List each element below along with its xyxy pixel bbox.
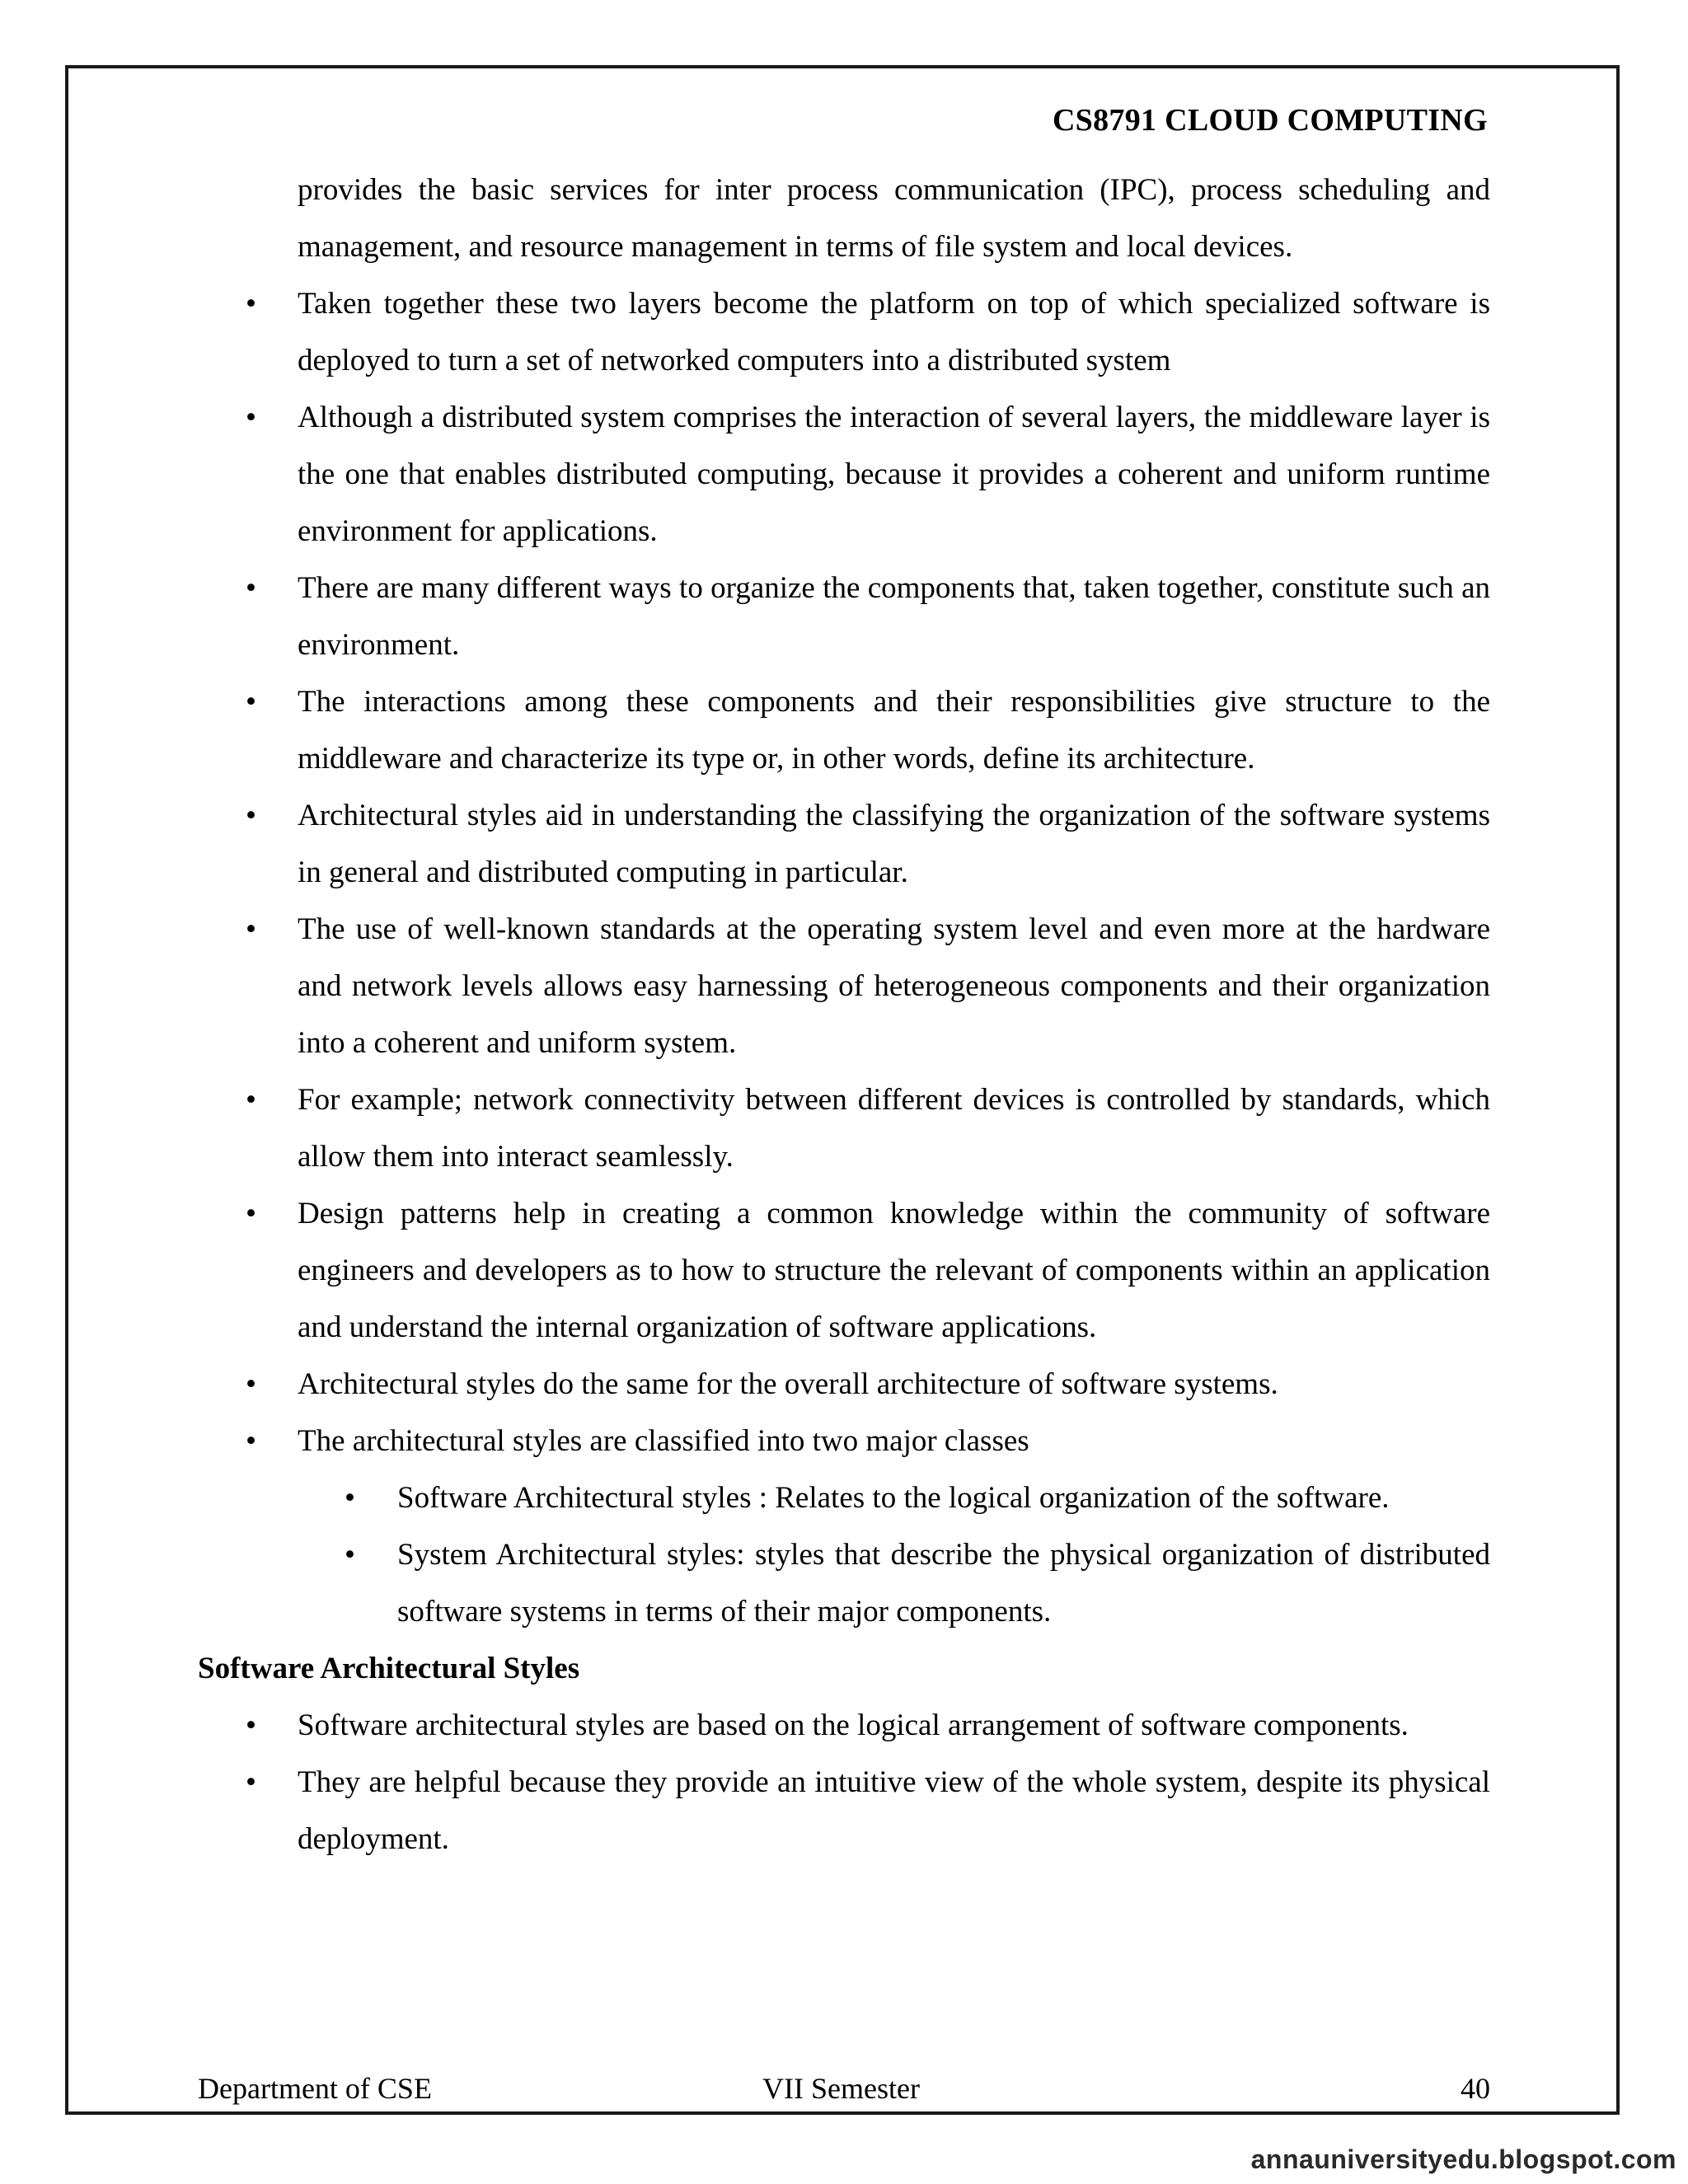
list-item: [198, 787, 1490, 901]
list-item-text: Taken together these two layers become the platform on top of which specialized software is deployed to turn a set of networked computers into a distributed system: [298, 287, 1490, 377]
list-item: [198, 673, 1490, 787]
list-item: [198, 901, 1490, 1071]
bullet-icon: •: [246, 571, 256, 605]
bullet-icon: •: [246, 1367, 256, 1401]
list-item-text: Design patterns help in creating a common knowledge within the community of software engineers and developers as to how to structure the relevant of components within an application and understand the internal organization of software applications.: [298, 1197, 1490, 1344]
sub-list-item-text: System Architectural styles: styles that describe the physical organization of distributed software systems in terms of their major components.: [397, 1538, 1490, 1629]
list-item-text: Software architectural styles are based on the logical arrangement of software components.: [298, 1708, 1409, 1742]
bullet-icon: •: [246, 1424, 256, 1458]
list-item-text: For example; network connectivity between different devices is controlled by standards, which allow them into interact seamlessly.: [298, 1083, 1490, 1174]
list-item: [198, 560, 1490, 673]
list-item: [198, 1754, 1490, 1868]
list-item-text: Architectural styles do the same for the overall architecture of software systems.: [298, 1367, 1278, 1401]
sub-bullet-list: [198, 1469, 1490, 1640]
list-item-text: The architectural styles are classified into two major classes: [298, 1424, 1029, 1458]
bullet-icon: •: [246, 1708, 256, 1742]
bullet-icon: •: [345, 1538, 355, 1572]
list-item: [198, 1413, 1490, 1469]
sub-list-item: [198, 1469, 1490, 1526]
bullet-icon: •: [246, 287, 256, 321]
list-item: [198, 275, 1490, 389]
document-body: [198, 162, 1490, 1868]
footer-department: Department of CSE: [198, 2072, 432, 2105]
list-item-text: There are many different ways to organize the components that, taken together, constitute such an environment.: [298, 571, 1490, 662]
intro-paragraph: provides the basic services for inter process communication (IPC), process scheduling and management, and resource management in terms of file system and local devices.: [298, 173, 1490, 264]
list-item: [198, 1185, 1490, 1356]
sub-list-item-text: Software Architectural styles : Relates to the logical organization of the software.: [397, 1481, 1390, 1515]
list-item: [198, 1356, 1490, 1413]
bullet-icon: •: [345, 1481, 355, 1515]
bullet-icon: •: [246, 1197, 256, 1230]
footer-page-number: 40: [1461, 2072, 1490, 2105]
main-bullet-list: [198, 275, 1490, 1469]
list-item-text: The use of well-known standards at the operating system level and even more at the hardware and network levels allows easy harnessing of heterogeneous components and their organization into a coherent and uniform system.: [298, 912, 1490, 1060]
list-item: [198, 1697, 1490, 1754]
bullet-icon: •: [246, 1083, 256, 1117]
list-item: [198, 1071, 1490, 1185]
page-header-title: CS8791 CLOUD COMPUTING: [1052, 103, 1488, 138]
section-heading: Software Architectural Styles: [198, 1652, 580, 1685]
list-item: [198, 389, 1490, 560]
bullet-icon: •: [246, 1765, 256, 1799]
list-item-text: They are helpful because they provide an intuitive view of the whole system, despite its physical deployment.: [298, 1765, 1490, 1856]
bullet-icon: •: [246, 401, 256, 434]
bullet-icon: •: [246, 685, 256, 719]
bullet-icon: •: [246, 799, 256, 832]
sub-list-item: [198, 1526, 1490, 1640]
list-item-text: Architectural styles aid in understanding the classifying the organization of the software systems in general and distributed computing in particular.: [298, 799, 1490, 889]
list-item-text: The interactions among these components and their responsibilities give structure to the middleware and characterize its type or, in other words, define its architecture.: [298, 685, 1490, 776]
section-bullet-list: [198, 1697, 1490, 1868]
bullet-icon: •: [246, 912, 256, 946]
watermark-text: annauniversityedu.blogspot.com: [1250, 2144, 1676, 2174]
list-item-text: Although a distributed system comprises the interaction of several layers, the middleware layer is the one that enables distributed computing, because it provides a coherent and uniform runtime environment for applications.: [298, 401, 1490, 548]
footer-semester: VII Semester: [762, 2072, 920, 2105]
